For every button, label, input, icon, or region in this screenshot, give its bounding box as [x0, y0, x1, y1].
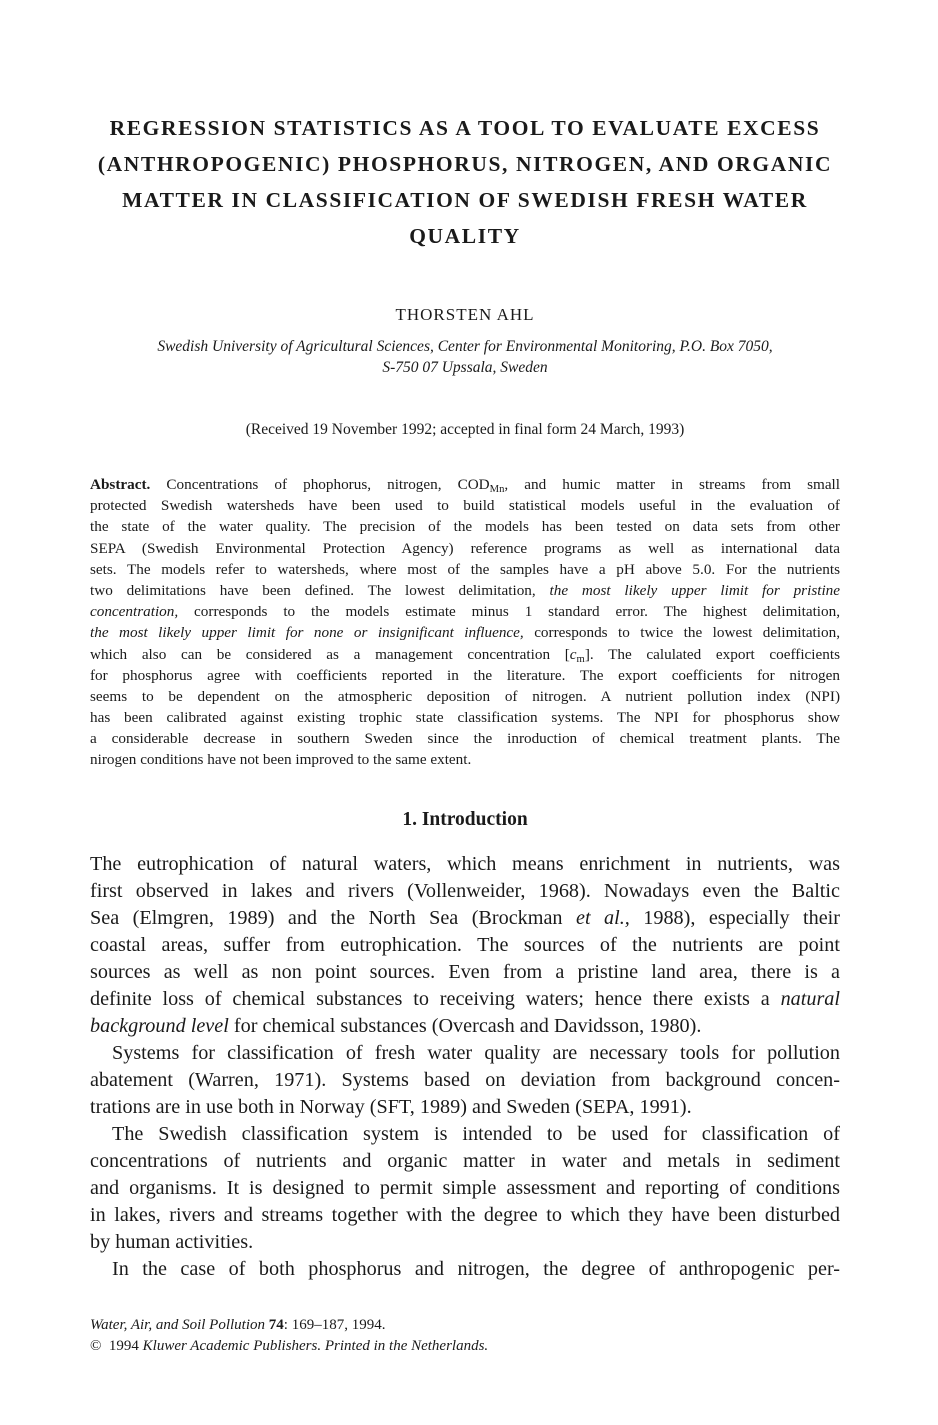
abstract-italic: the most likely upper limit for pristine [549, 581, 840, 599]
body-text-run: definite loss of chemical substances to receiving waters; hence there exists a [90, 988, 770, 1010]
title-line-3: MATTER IN CLASSIFICATION OF SWEDISH FRESH WATER [122, 188, 808, 212]
abstract-line [90, 580, 840, 601]
section-heading: 1. Introduction [402, 809, 528, 830]
title-line-2: (ANTHROPOGENIC) PHOSPHORUS, NITROGEN, AND ORGANIC [97, 152, 833, 176]
abstract [90, 474, 840, 771]
received-dates: (Received 19 November 1992; accepted in final form 24 March, 1993) [245, 421, 685, 438]
title-line-4: QUALITY [409, 224, 521, 248]
publisher-name: Kluwer Academic Publishers. Printed in the Netherlands. [142, 1338, 489, 1354]
body-line: In the case of both phosphorus and nitrogen, the degree of anthropogenic per- [112, 1258, 840, 1280]
body-line: sources as well as non point sources. Even from a pristine land area, there is a [90, 961, 840, 983]
body-italic: natural [780, 988, 841, 1010]
copyright-line [90, 1336, 840, 1357]
abstract-line [90, 474, 840, 495]
body-text-run: for chemical substances (Overcash and Davidsson, 1980). [233, 1015, 702, 1037]
abstract-text: corresponds to the models estimate minus 1 standard error. The highest delimitation, [194, 603, 841, 621]
body-text [90, 851, 840, 1283]
affiliation [90, 336, 840, 378]
abstract-line: protected Swedish watersheds have been used to build statistical models useful in the evaluation of [90, 497, 840, 515]
body-italic: background level [90, 1015, 229, 1037]
body-line: by human activities. [90, 1231, 254, 1253]
author-name: THORSTEN AHL [395, 305, 535, 324]
abstract-line: for phosphorus agree with coefficients reported in the literature. The export coefficients for nitrogen [90, 666, 840, 684]
abstract-text: two delimitations have been defined. The lowest delimitation, [90, 581, 536, 599]
abstract-line [90, 622, 840, 643]
journal-name: Water, Air, and Soil Pollution [90, 1317, 266, 1333]
body-text-run: Sea (Elmgren, 1989) and the North Sea (Brockman [90, 907, 563, 929]
body-line: The Swedish classification system is intended to be used for classification of [112, 1123, 840, 1145]
body-line [90, 1013, 840, 1040]
cm-symbol: c [569, 645, 577, 663]
abstract-line [90, 601, 840, 622]
title-line-1: REGRESSION STATISTICS AS A TOOL TO EVALUATE EXCESS [109, 116, 821, 140]
abstract-line: a considerable decrease in southern Sweden since the inroduction of chemical treatment plants. The [90, 730, 840, 748]
page-footer [90, 1315, 840, 1357]
abstract-line: nirogen conditions have not been improved to the same extent. [90, 751, 472, 769]
abstract-text: which also can be considered as a management concentration [ [90, 645, 570, 663]
body-line: in lakes, rivers and streams together with the degree to which they have been disturbed [90, 1204, 840, 1226]
abstract-text: ]. The calulated export coefficients [584, 645, 840, 663]
body-line: coastal areas, suffer from eutrophication. The sources of the nutrients are point [90, 934, 840, 956]
affiliation-line-2: S-750 07 Upssala, Sweden [382, 359, 548, 376]
body-line [90, 986, 840, 1013]
body-line [90, 905, 840, 932]
abstract-line: the state of the water quality. The precision of the models has been tested on data sets from other [90, 518, 840, 536]
body-italic: et al., [575, 907, 630, 929]
journal-pages: : 169–187, 1994. [283, 1317, 386, 1333]
body-line: trations are in use both in Norway (SFT, 1989) and Sweden (SEPA, 1991). [90, 1096, 692, 1118]
copyright-symbol: © [90, 1338, 102, 1354]
abstract-line: SEPA (Swedish Environmental Protection Agency) reference programs as well as international data [90, 539, 840, 557]
body-line: first observed in lakes and rivers (Vollenweider, 1968). Nowadays even the Baltic [90, 880, 840, 902]
abstract-line [90, 644, 840, 665]
body-line: abatement (Warren, 1971). Systems based on deviation from background concen- [90, 1069, 840, 1091]
body-line: and organisms. It is designed to permit simple assessment and reporting of conditions [90, 1177, 840, 1199]
abstract-line: seems to be dependent on the atmospheric deposition of nitrogen. A nutrient pollution index (NPI) [90, 687, 840, 705]
affiliation-line-1: Swedish University of Agricultural Sciences, Center for Environmental Monitoring, P.O. Box 7050, [157, 338, 773, 355]
copyright-year: 1994 [108, 1338, 139, 1354]
abstract-text: Concentrations of phophorus, nitrogen, COD [166, 476, 490, 493]
journal-volume: 74 [268, 1317, 284, 1333]
citation-line [90, 1315, 840, 1336]
cod-subscript: Mn [489, 484, 505, 495]
body-text-run: 1988), especially their [643, 907, 840, 929]
body-line: Systems for classification of fresh water quality are necessary tools for pollution [112, 1042, 840, 1064]
cm-subscript: m [576, 653, 585, 665]
paper-title [90, 110, 840, 254]
body-line: The eutrophication of natural waters, which means enrichment in nutrients, was [90, 853, 840, 875]
abstract-italic: the most likely upper limit for none or insignificant influence, [90, 624, 524, 642]
abstract-italic: concentration, [90, 603, 179, 621]
abstract-text: corresponds to twice the lowest delimitation, [534, 624, 840, 642]
body-line: concentrations of nutrients and organic matter in water and metals in sediment [90, 1150, 840, 1172]
abstract-line: has been calibrated against existing trophic state classification systems. The NPI for phosphorus show [90, 709, 840, 727]
abstract-label: Abstract. [90, 476, 151, 493]
abstract-text: , and humic matter in streams from small [504, 476, 840, 493]
abstract-line: sets. The models refer to watersheds, where most of the samples have a pH above 5.0. For the nutrients [90, 560, 840, 578]
